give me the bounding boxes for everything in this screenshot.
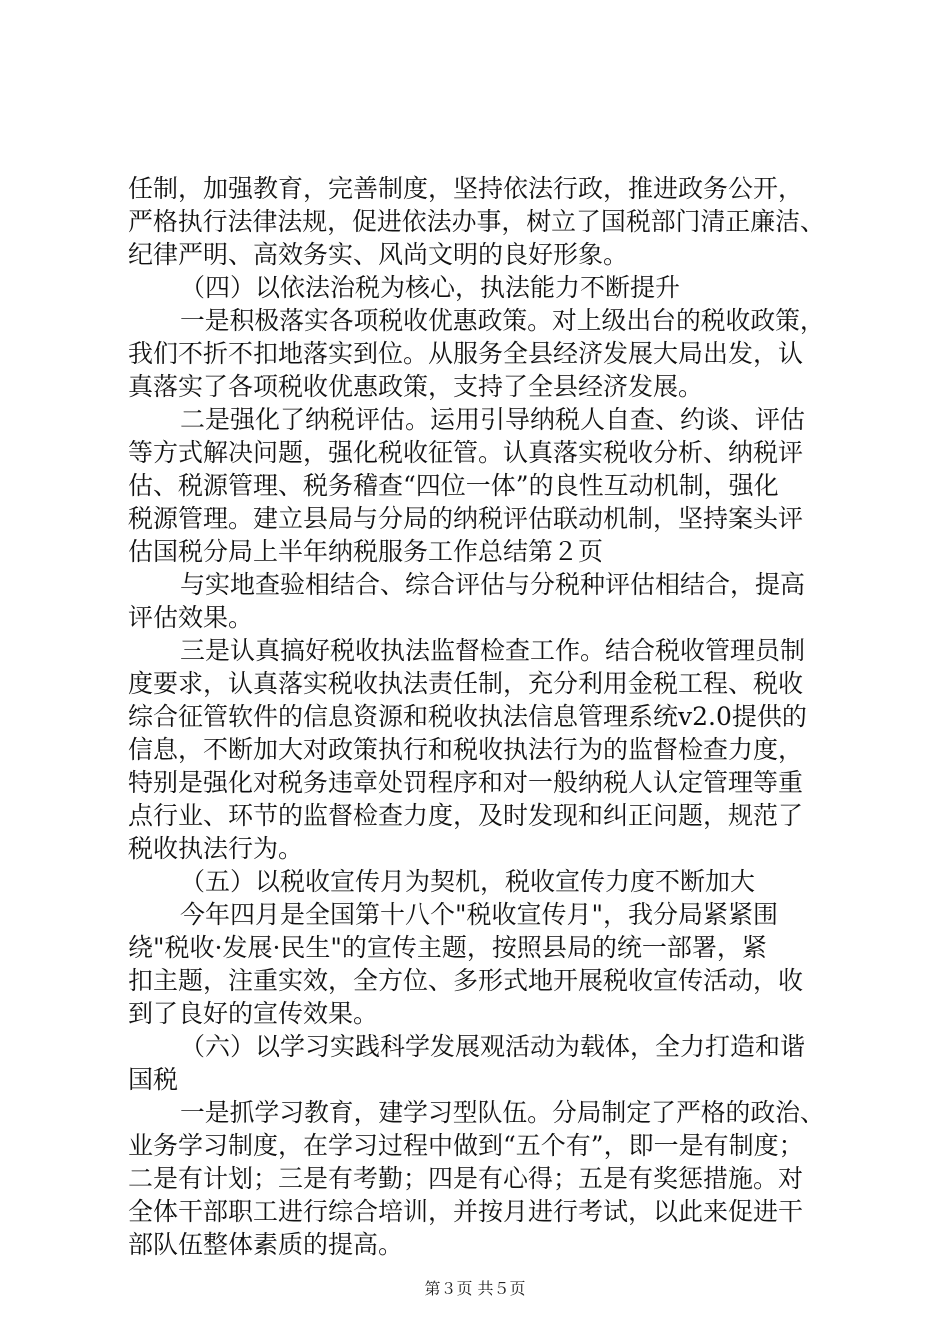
text-line: 估国税分局上半年纳税服务工作总结第２页 xyxy=(128,537,604,566)
text-line: 评估效果。 xyxy=(128,603,254,632)
text-line: 到了良好的宣传效果。 xyxy=(128,999,379,1028)
text-line: 业务学习制度，在学习过程中做到“五个有”，即一是有制度； xyxy=(128,1131,804,1160)
text-line: 一是抓学习教育，建学习型队伍。分局制定了严格的政治、 xyxy=(180,1098,825,1127)
text-line: 部队伍整体素质的提高。 xyxy=(128,1230,404,1259)
text-line: 纪律严明、高效务实、风尚文明的良好形象。 xyxy=(128,240,629,269)
text-line: 今年四月是全国第十八个"税收宣传月"，我分局紧紧围 xyxy=(180,900,779,929)
text-line: 估、税源管理、税务稽查“四位一体”的良性互动机制，强化 xyxy=(128,471,779,500)
text-line: 与实地查验相结合、综合评估与分税种评估相结合，提高 xyxy=(180,570,806,599)
text-line: 税源管理。建立县局与分局的纳税评估联动机制，坚持案头评 xyxy=(128,504,804,533)
text-line: 特别是强化对税务违章处罚程序和对一般纳税人认定管理等重 xyxy=(128,768,804,797)
text-line: 全体干部职工进行综合培训，并按月进行考试，以此来促进干 xyxy=(128,1197,804,1226)
text-line: 二是有计划；三是有考勤；四是有心得；五是有奖惩措施。对 xyxy=(128,1164,804,1193)
section-heading: 国税 xyxy=(128,1065,179,1094)
text-line: 二是强化了纳税评估。运用引导纳税人自查、约谈、评估 xyxy=(180,405,806,434)
section-heading: （五）以税收宣传月为契机，税收宣传力度不断加大 xyxy=(180,867,756,896)
text-line: 一是积极落实各项税收优惠政策。对上级出台的税收政策， xyxy=(180,306,825,335)
text-line: 度要求，认真落实税收执法责任制，充分利用金税工程、税收 xyxy=(128,669,804,698)
text-line: 严格执行法律法规，促进依法办事，树立了国税部门清正廉洁、 xyxy=(128,207,825,236)
text-line: 点行业、环节的监督检查力度，及时发现和纠正问题，规范了 xyxy=(128,801,804,830)
text-line: 扣主题，注重实效，全方位、多形式地开展税收宣传活动，收 xyxy=(128,966,804,995)
text-line: 等方式解决问题，强化税收征管。认真落实税收分析、纳税评 xyxy=(128,438,804,467)
section-heading: （六）以学习实践科学发展观活动为载体，全力打造和谐 xyxy=(180,1032,806,1061)
section-heading: （四）以依法治税为核心，执法能力不断提升 xyxy=(180,273,681,302)
text-line: 税收执法行为。 xyxy=(128,834,304,863)
text-line: 任制，加强教育，完善制度，坚持依法行政，推进政务公开， xyxy=(128,174,804,203)
text-line: 绕"税收·发展·民生"的宣传主题，按照县局的统一部署，紧 xyxy=(128,933,767,962)
page-number: 第３页 共５页 xyxy=(424,1279,526,1298)
text-line: 真落实了各项税收优惠政策，支持了全县经济发展。 xyxy=(128,372,704,401)
text-line: 信息，不断加大对政策执行和税收执法行为的监督检查力度， xyxy=(128,735,804,764)
text-line: 三是认真搞好税收执法监督检查工作。结合税收管理员制 xyxy=(180,636,806,665)
text-line: 综合征管软件的信息资源和税收执法信息管理系统v2.0提供的 xyxy=(128,702,807,731)
text-line: 我们不折不扣地落实到位。从服务全县经济发展大局出发，认 xyxy=(128,339,804,368)
